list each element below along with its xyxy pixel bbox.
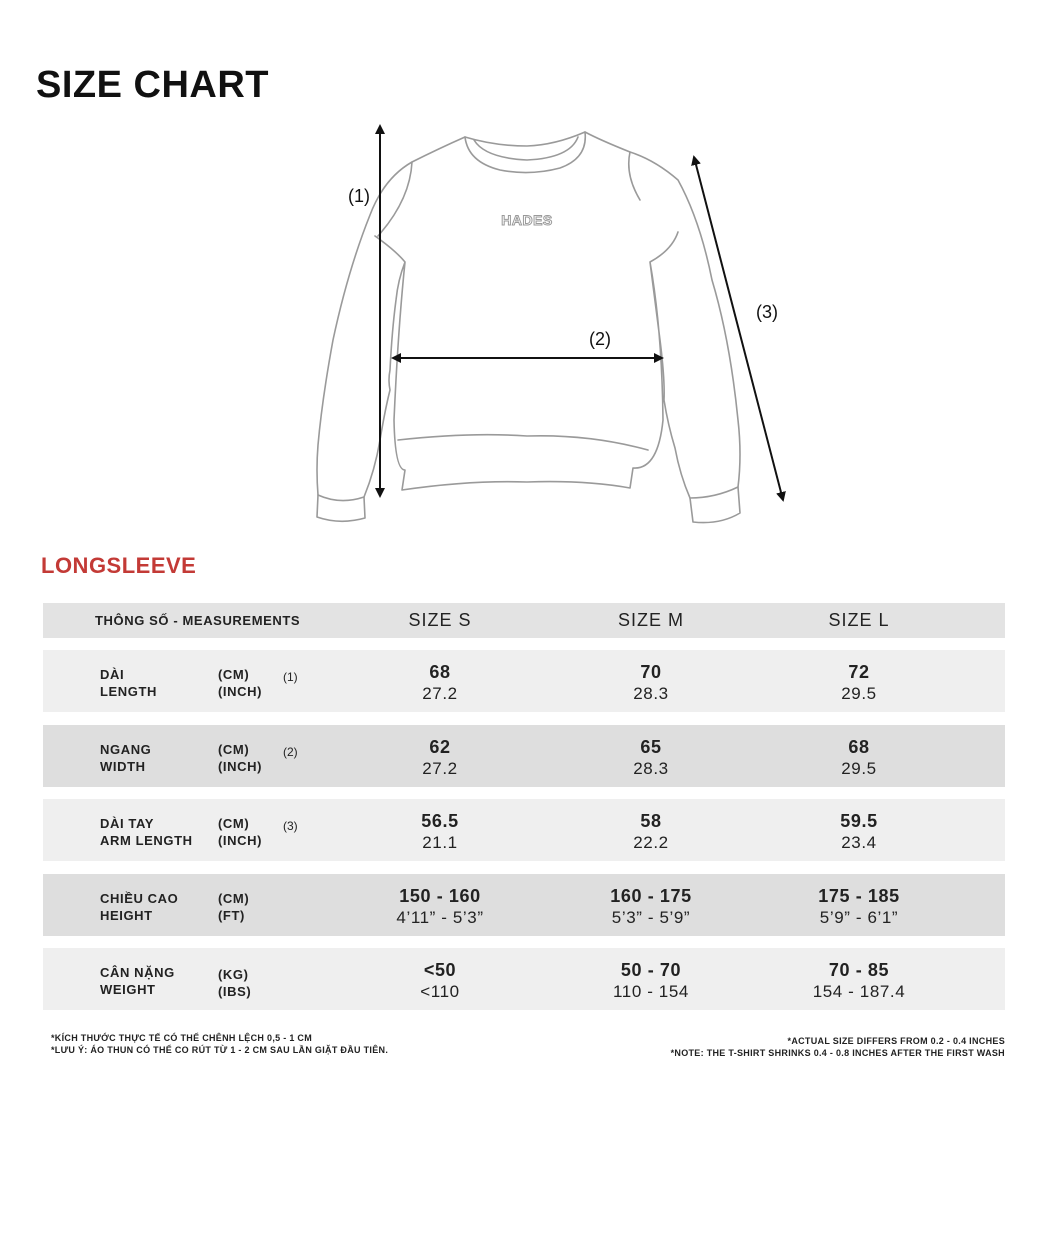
row-label bbox=[100, 666, 157, 700]
row-units bbox=[218, 966, 251, 1000]
value-size-m: 65 28.3 bbox=[633, 737, 669, 778]
value-size-s: 68 27.2 bbox=[422, 662, 458, 703]
right-cuff bbox=[690, 487, 738, 498]
width-label: (2) bbox=[589, 329, 611, 349]
row-units bbox=[218, 666, 262, 700]
size-s-header: SIZE S bbox=[408, 610, 472, 630]
value-size-m: 70 28.3 bbox=[633, 662, 669, 703]
table-row-height bbox=[43, 874, 1005, 936]
length-label: (1) bbox=[348, 186, 370, 206]
row-ref: (2) bbox=[283, 745, 298, 759]
right-shoulder-seam bbox=[629, 152, 640, 200]
value-size-l: 59.5 23.4 bbox=[840, 811, 878, 852]
value-size-l: 175 - 185 5’9” - 6’1” bbox=[818, 886, 900, 927]
label-en: LENGTH bbox=[100, 684, 158, 699]
label-vi: NGANG bbox=[100, 742, 152, 757]
unit-primary: (CM) bbox=[218, 742, 250, 757]
row-label bbox=[100, 815, 193, 849]
label-vi: DÀI bbox=[100, 667, 125, 682]
value-size-s: 62 27.2 bbox=[422, 737, 458, 778]
label-en: WEIGHT bbox=[100, 982, 156, 997]
measurements-header: THÔNG SỐ - MEASUREMENTS bbox=[95, 613, 301, 628]
arm-length-label: (3) bbox=[756, 302, 778, 322]
row-units bbox=[218, 890, 249, 924]
value-size-l: 72 29.5 bbox=[841, 662, 877, 703]
row-label bbox=[100, 964, 175, 998]
footnote-english bbox=[671, 1035, 1005, 1059]
row-label bbox=[100, 890, 178, 924]
arm-length-arrow bbox=[694, 157, 783, 500]
table-header bbox=[43, 603, 1005, 638]
label-en: HEIGHT bbox=[100, 908, 153, 923]
unit-secondary: (IBS) bbox=[218, 984, 252, 999]
footnote-line: *LƯU Ý: ÁO THUN CÓ THỂ CO RÚT TỪ 1 - 2 CM SAU LẦN GIẶT ĐẦU TIÊN. bbox=[51, 1045, 389, 1055]
table-row-weight bbox=[43, 948, 1005, 1010]
value-size-m: 50 - 70 110 - 154 bbox=[613, 960, 689, 1001]
size-l-header: SIZE L bbox=[828, 610, 890, 630]
unit-primary: (CM) bbox=[218, 891, 250, 906]
footnote-line: *ACTUAL SIZE DIFFERS FROM 0.2 - 0.4 INCHES bbox=[787, 1036, 1005, 1046]
label-vi: CHIỀU CAO bbox=[100, 891, 179, 906]
value-size-s: 56.5 21.1 bbox=[421, 811, 459, 852]
table-row-width bbox=[43, 725, 1005, 787]
footnote-vietnamese bbox=[51, 1032, 388, 1056]
unit-secondary: (FT) bbox=[218, 908, 245, 923]
row-units bbox=[218, 741, 262, 775]
label-en: WIDTH bbox=[100, 759, 146, 774]
unit-primary: (KG) bbox=[218, 967, 249, 982]
footnote-line: *NOTE: THE T-SHIRT SHRINKS 0.4 - 0.8 INCHES AFTER THE FIRST WASH bbox=[670, 1048, 1005, 1058]
unit-secondary: (INCH) bbox=[218, 684, 263, 699]
unit-primary: (CM) bbox=[218, 816, 250, 831]
label-en: ARM LENGTH bbox=[100, 833, 193, 848]
value-size-m: 58 22.2 bbox=[633, 811, 669, 852]
left-shoulder-seam bbox=[378, 162, 412, 236]
footnote-line: *KÍCH THƯỚC THỰC TẾ CÓ THỂ CHÊNH LỆCH 0,5 - 1 CM bbox=[51, 1033, 313, 1043]
page-title: SIZE CHART bbox=[36, 64, 269, 106]
table-row-arm-length bbox=[43, 799, 1005, 861]
row-units bbox=[218, 815, 262, 849]
value-size-l: 70 - 85 154 - 187.4 bbox=[812, 960, 906, 1001]
row-ref: (3) bbox=[283, 819, 298, 833]
sweatshirt-diagram bbox=[300, 110, 820, 540]
unit-primary: (CM) bbox=[218, 667, 250, 682]
label-vi: DÀI TAY bbox=[100, 816, 155, 831]
logo-text: HADES bbox=[501, 212, 553, 228]
row-ref: (1) bbox=[283, 670, 298, 684]
sweatshirt-illustration bbox=[300, 110, 820, 540]
unit-secondary: (INCH) bbox=[218, 833, 263, 848]
unit-secondary: (INCH) bbox=[218, 759, 263, 774]
row-label bbox=[100, 741, 151, 775]
table-row-length bbox=[43, 650, 1005, 712]
collar bbox=[465, 132, 585, 173]
label-vi: CÂN NẶNG bbox=[100, 965, 175, 980]
size-m-header: SIZE M bbox=[617, 610, 684, 630]
value-size-s: 150 - 160 4’11” - 5’3” bbox=[396, 886, 484, 927]
value-size-s: <50 <110 bbox=[420, 960, 460, 1001]
value-size-l: 68 29.5 bbox=[841, 737, 877, 778]
section-title: LONGSLEEVE bbox=[41, 553, 197, 578]
left-cuff bbox=[318, 495, 364, 501]
waistband bbox=[398, 435, 648, 450]
value-size-m: 160 - 175 5’3” - 5’9” bbox=[610, 886, 692, 927]
